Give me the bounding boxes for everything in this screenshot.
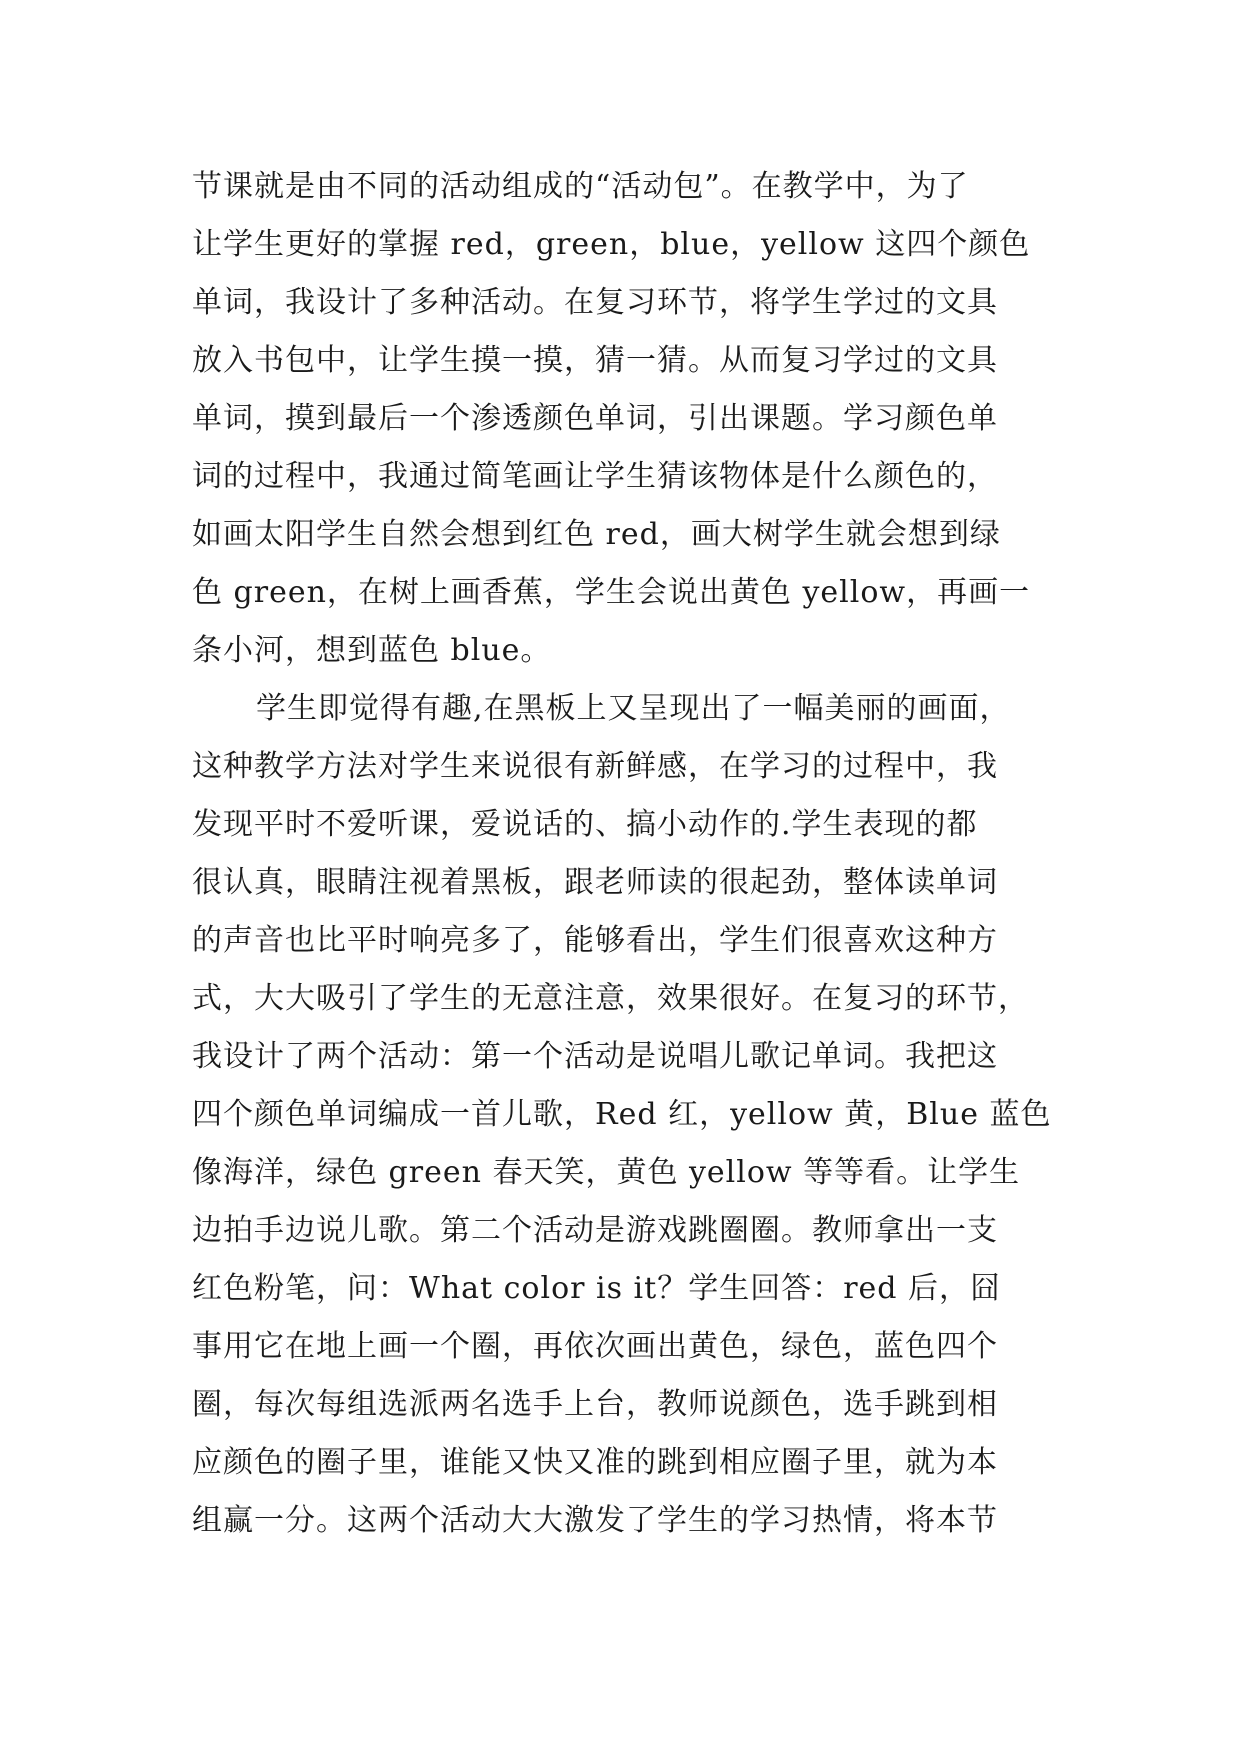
- paragraph-2-line-5: 的声音也比平时响亮多了，能够看出，学生们很喜欢这种方: [192, 923, 998, 958]
- paragraph-2-line-14: 应颜色的圈子里，谁能又快又准的跳到相应圈子里，就为本: [192, 1445, 998, 1480]
- paragraph-1-line-1: 节课就是由不同的活动组成的“活动包”。在教学中，为了: [192, 169, 969, 204]
- paragraph-2-line-13: 圈，每次每组选派两名选手上台，教师说颜色，选手跳到相: [192, 1387, 998, 1422]
- paragraph-1-line-8: 色 green，在树上画香蕉，学生会说出黄色 yellow，再画一: [192, 575, 1031, 610]
- paragraph-1-line-2: 让学生更好的掌握 red，green，blue，yellow 这四个颜色: [192, 227, 1031, 262]
- paragraph-1-line-7: 如画太阳学生自然会想到红色 red，画大树学生就会想到绿: [192, 517, 1001, 552]
- paragraph-2-line-15: 组赢一分。这两个活动大大激发了学生的学习热情，将本节: [192, 1503, 998, 1538]
- paragraph-1-line-3: 单词，我设计了多种活动。在复习环节，将学生学过的文具: [192, 285, 998, 320]
- paragraph-1-line-9: 条小河，想到蓝色 blue。: [192, 633, 552, 668]
- document-body: [192, 158, 1052, 1550]
- paragraph-2-line-2: 这种教学方法对学生来说很有新鲜感，在学习的过程中，我: [192, 749, 998, 784]
- paragraph-2-line-6: 式，大大吸引了学生的无意注意，效果很好。在复习的环节，: [192, 981, 1029, 1016]
- paragraph-2-line-12: 事用它在地上画一个圈，再依次画出黄色，绿色，蓝色四个: [192, 1329, 998, 1364]
- paragraph-2-line-3: 发现平时不爱听课，爱说话的、搞小动作的.学生表现的都: [192, 807, 978, 842]
- paragraph-2-line-11: 红色粉笔，问：What color is it？学生回答：red 后，囧: [192, 1271, 1002, 1306]
- paragraph-1-line-5: 单词，摸到最后一个渗透颜色单词，引出课题。学习颜色单: [192, 401, 998, 436]
- paragraph-2-line-8: 四个颜色单词编成一首儿歌，Red 红，yellow 黄，Blue 蓝色: [192, 1097, 1052, 1132]
- paragraph-2-line-4: 很认真，眼睛注视着黑板，跟老师读的很起劲，整体读单词: [192, 865, 998, 900]
- paragraph-2-line-9: 像海洋，绿色 green 春天笑，黄色 yellow 等等看。让学生: [192, 1155, 1021, 1190]
- paragraph-1-line-6: 词的过程中，我通过简笔画让学生猜该物体是什么颜色的，: [192, 459, 998, 494]
- paragraph-2-line-7: 我设计了两个活动：第一个活动是说唱儿歌记单词。我把这: [192, 1039, 998, 1074]
- paragraph-2-line-1: 学生即觉得有趣,在黑板上又呈现出了一幅美丽的画面，: [256, 691, 1011, 726]
- paragraph-2-line-10: 边拍手边说儿歌。第二个活动是游戏跳圈圈。教师拿出一支: [192, 1213, 998, 1248]
- paragraph-1-line-4: 放入书包中，让学生摸一摸，猜一猜。从而复习学过的文具: [192, 343, 998, 378]
